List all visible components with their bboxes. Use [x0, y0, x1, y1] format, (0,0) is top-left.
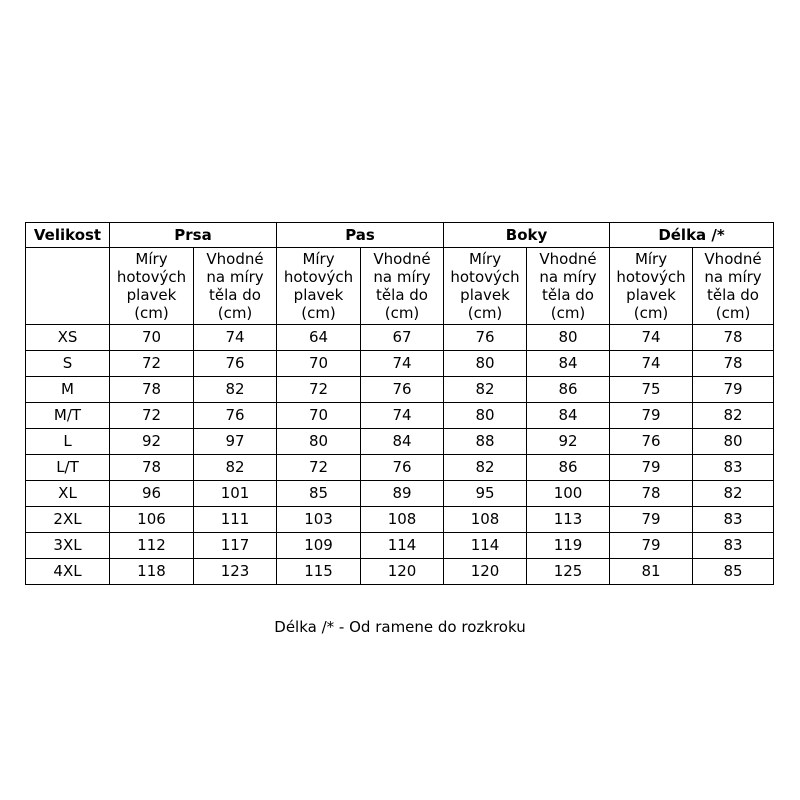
value-cell: 108: [444, 507, 527, 533]
value-cell: 78: [693, 351, 774, 377]
size-cell: 2XL: [26, 507, 110, 533]
value-cell: 109: [277, 533, 361, 559]
value-cell: 79: [610, 507, 693, 533]
sub-header-finished-measure: [110, 248, 194, 325]
sub-header-line: na míry: [539, 268, 597, 286]
value-cell: 79: [610, 533, 693, 559]
value-cell: 76: [361, 377, 444, 403]
sub-header-body-fit: [527, 248, 610, 325]
value-cell: 80: [444, 351, 527, 377]
value-cell: 81: [610, 559, 693, 585]
value-cell: 76: [194, 351, 277, 377]
value-cell: 67: [361, 325, 444, 351]
value-cell: 79: [610, 403, 693, 429]
value-cell: 118: [110, 559, 194, 585]
table-row: [26, 455, 774, 481]
value-cell: 82: [444, 377, 527, 403]
size-cell: S: [26, 351, 110, 377]
value-cell: 82: [194, 455, 277, 481]
value-cell: 117: [194, 533, 277, 559]
value-cell: 64: [277, 325, 361, 351]
sub-header-line: Míry: [302, 250, 335, 268]
value-cell: 76: [194, 403, 277, 429]
size-cell: XS: [26, 325, 110, 351]
size-cell: L/T: [26, 455, 110, 481]
value-cell: 74: [610, 351, 693, 377]
sub-header-line: plavek: [460, 286, 510, 304]
size-cell: M: [26, 377, 110, 403]
table-row: [26, 377, 774, 403]
value-cell: 75: [610, 377, 693, 403]
value-cell: 72: [277, 455, 361, 481]
value-cell: 86: [527, 455, 610, 481]
value-cell: 70: [277, 351, 361, 377]
value-cell: 82: [444, 455, 527, 481]
table-row: [26, 507, 774, 533]
sub-header-line: Míry: [468, 250, 502, 268]
sub-header-row: [26, 248, 774, 325]
sub-header-body-fit: [361, 248, 444, 325]
value-cell: 72: [110, 351, 194, 377]
value-cell: 120: [444, 559, 527, 585]
value-cell: 80: [527, 325, 610, 351]
value-cell: 78: [610, 481, 693, 507]
value-cell: 74: [610, 325, 693, 351]
sub-header-line: Vhodné: [539, 250, 597, 268]
value-cell: 79: [693, 377, 774, 403]
group-header-prsa: Prsa: [110, 223, 277, 248]
value-cell: 95: [444, 481, 527, 507]
value-cell: 125: [527, 559, 610, 585]
value-cell: 83: [693, 455, 774, 481]
size-cell: M/T: [26, 403, 110, 429]
value-cell: 80: [444, 403, 527, 429]
value-cell: 114: [361, 533, 444, 559]
sub-header-line: Míry: [634, 250, 668, 268]
sub-header-line: Míry: [135, 250, 168, 268]
sub-header-line: (cm): [301, 304, 336, 322]
size-cell: 3XL: [26, 533, 110, 559]
sub-header-line: Vhodné: [704, 250, 762, 268]
value-cell: 82: [693, 403, 774, 429]
value-cell: 78: [693, 325, 774, 351]
value-cell: 80: [277, 429, 361, 455]
table-row: [26, 559, 774, 585]
sub-header-line: těla do: [707, 286, 759, 304]
sub-header-line: plavek: [626, 286, 676, 304]
value-cell: 92: [110, 429, 194, 455]
sub-header-line: těla do: [209, 286, 261, 304]
size-cell: 4XL: [26, 559, 110, 585]
value-cell: 84: [361, 429, 444, 455]
sub-header-line: hotových: [450, 268, 520, 286]
table-row: [26, 325, 774, 351]
table-body: [26, 325, 774, 585]
value-cell: 70: [277, 403, 361, 429]
value-cell: 85: [277, 481, 361, 507]
value-cell: 111: [194, 507, 277, 533]
sub-header-line: hotových: [616, 268, 686, 286]
value-cell: 88: [444, 429, 527, 455]
value-cell: 79: [610, 455, 693, 481]
value-cell: 106: [110, 507, 194, 533]
value-cell: 114: [444, 533, 527, 559]
group-header-pas: Pas: [277, 223, 444, 248]
value-cell: 76: [610, 429, 693, 455]
value-cell: 78: [110, 455, 194, 481]
sub-header-line: těla do: [542, 286, 594, 304]
sub-header-line: na míry: [206, 268, 264, 286]
size-table: [25, 222, 774, 585]
value-cell: 120: [361, 559, 444, 585]
value-cell: 96: [110, 481, 194, 507]
value-cell: 83: [693, 533, 774, 559]
table-row: [26, 429, 774, 455]
value-cell: 80: [693, 429, 774, 455]
value-cell: 84: [527, 351, 610, 377]
group-header-boky: Boky: [444, 223, 610, 248]
sub-header-line: hotových: [116, 268, 187, 286]
sub-header-line: (cm): [715, 304, 751, 322]
size-cell: XL: [26, 481, 110, 507]
sub-header-line: plavek: [126, 286, 177, 304]
value-cell: 108: [361, 507, 444, 533]
value-cell: 123: [194, 559, 277, 585]
table-row: [26, 533, 774, 559]
sub-header-line: na míry: [373, 268, 431, 286]
sub-header-line: (cm): [217, 304, 253, 322]
table-row: [26, 403, 774, 429]
size-header: Velikost: [26, 223, 110, 248]
sub-header-line: (cm): [384, 304, 420, 322]
sub-header-line: Vhodné: [206, 250, 264, 268]
group-header-row: [26, 223, 774, 248]
sub-header-line: (cm): [134, 304, 169, 322]
sub-header-empty: [26, 248, 110, 325]
value-cell: 74: [361, 403, 444, 429]
value-cell: 76: [444, 325, 527, 351]
sub-header-line: (cm): [550, 304, 586, 322]
value-cell: 82: [693, 481, 774, 507]
sub-header-finished-measure: [277, 248, 361, 325]
sub-header-line: na míry: [704, 268, 762, 286]
size-cell: L: [26, 429, 110, 455]
sub-header-body-fit: [194, 248, 277, 325]
value-cell: 100: [527, 481, 610, 507]
value-cell: 84: [527, 403, 610, 429]
value-cell: 115: [277, 559, 361, 585]
value-cell: 76: [361, 455, 444, 481]
sub-header-body-fit: [693, 248, 774, 325]
value-cell: 74: [361, 351, 444, 377]
table-row: [26, 351, 774, 377]
value-cell: 113: [527, 507, 610, 533]
value-cell: 89: [361, 481, 444, 507]
sub-header-finished-measure: [610, 248, 693, 325]
sub-header-line: těla do: [376, 286, 428, 304]
value-cell: 82: [194, 377, 277, 403]
sub-header-finished-measure: [444, 248, 527, 325]
value-cell: 83: [693, 507, 774, 533]
sub-header-line: (cm): [467, 304, 503, 322]
sub-header-line: plavek: [293, 286, 344, 304]
value-cell: 85: [693, 559, 774, 585]
value-cell: 119: [527, 533, 610, 559]
value-cell: 78: [110, 377, 194, 403]
sub-header-line: (cm): [633, 304, 669, 322]
footnote: Délka /* - Od ramene do rozkroku: [274, 618, 526, 636]
value-cell: 112: [110, 533, 194, 559]
sub-header-line: hotových: [283, 268, 354, 286]
value-cell: 72: [110, 403, 194, 429]
value-cell: 92: [527, 429, 610, 455]
value-cell: 70: [110, 325, 194, 351]
value-cell: 86: [527, 377, 610, 403]
value-cell: 72: [277, 377, 361, 403]
group-header-delka: Délka /*: [610, 223, 774, 248]
sub-header-line: Vhodné: [373, 250, 431, 268]
value-cell: 103: [277, 507, 361, 533]
value-cell: 97: [194, 429, 277, 455]
value-cell: 74: [194, 325, 277, 351]
value-cell: 101: [194, 481, 277, 507]
table-row: [26, 481, 774, 507]
